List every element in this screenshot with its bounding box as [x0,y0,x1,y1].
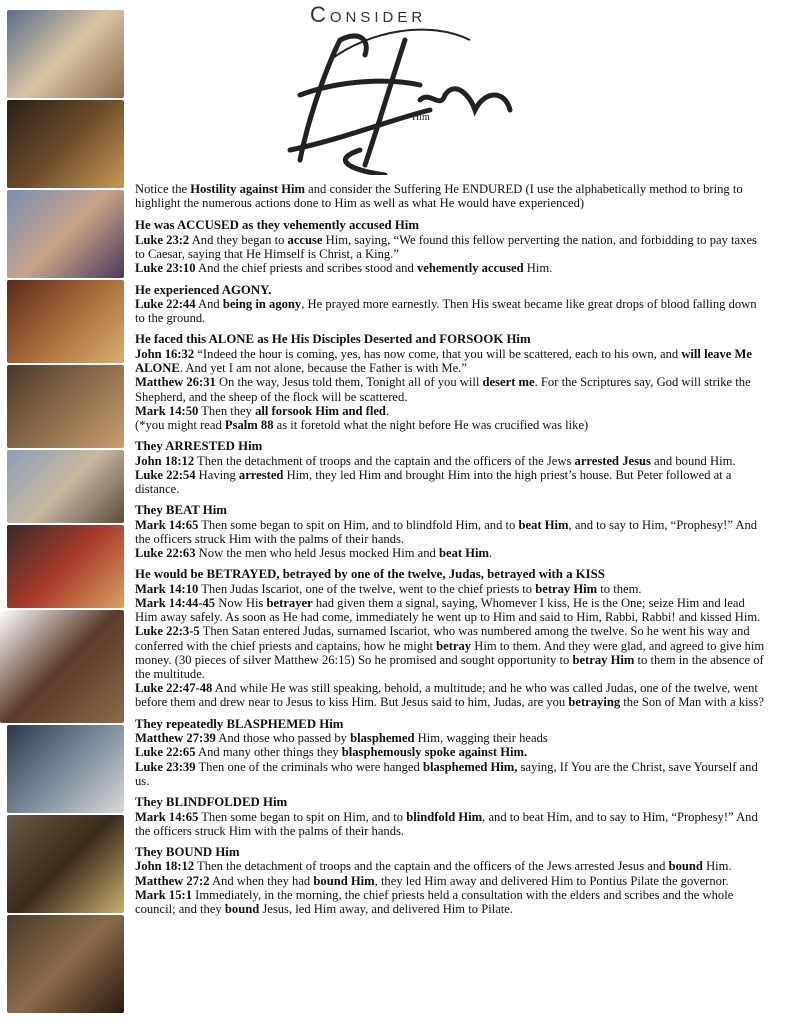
section-heading: He would be BETRAYED, betrayed by one of the twelve, Judas, betrayed with a KISS [135,567,605,582]
text-run: Then some began to spit on Him, and to blindfold Him, and to [198,517,519,532]
section [135,218,765,275]
text-run: And when they had [209,873,314,888]
section [135,717,765,788]
verse [135,859,765,873]
disciples-walking-image [7,450,124,523]
text-run: , He prayed more earnestly. Then His sweat became like great drops of blood falling down to the ground. [135,297,757,326]
bold-text: betraying [568,695,621,710]
bold-text: betray Him [535,581,598,596]
verse-reference: Mark 14:65 [135,517,199,532]
verse [135,261,765,275]
section-heading: They BOUND Him [135,844,240,859]
text-run: Now the men who held Jesus mocked Him and [195,546,439,561]
betrayal-kiss-image [7,190,124,278]
section-heading: They BLINDFOLDED Him [135,795,288,809]
text-run: Him. [702,859,732,874]
text-run: Him, saying, “We found this fellow perverting the nation, and forbidding to pay taxes to Caesar, saying that He Himself is Christ, a King.” [135,232,757,262]
bold-text: blindfold Him [406,809,483,824]
verse-reference: Matthew 26:31 [135,375,216,390]
verse [135,624,765,681]
verse-reference: Luke 23:10 [135,261,196,276]
section [135,845,765,916]
section-heading: They ARRESTED Him [135,439,263,454]
bold-text: blasphemed Him, [422,759,518,774]
verse-reference: Luke 23:2 [135,232,190,247]
verse [135,810,765,838]
bold-text: betray [436,638,472,653]
bold-text: betrayer [266,596,313,611]
bold-text: bound [224,902,260,917]
verse [135,468,765,496]
section-heading: He faced this ALONE as He His Disciples Deserted and FORSOOK Him [135,332,531,347]
text-run: Having [195,467,239,482]
arrest-crowd-image [7,100,124,188]
verse-reference: Mark 15:1 [135,887,193,902]
section-heading: They repeatedly BLASPHEMED Him [135,716,344,731]
verse [135,760,765,788]
text-run: “Indeed the hour is coming, yes, has now come, that you will be scattered, each to his own, and [194,346,682,361]
text-run: the Son of Man with a kiss? [620,695,764,710]
text-run: and consider the Suffering He ENDURED (I use the alphabetically method to bring to highlight the numerous actions done to Him as well as what He would have experienced) [135,182,743,211]
verse [135,518,765,546]
text-run: . And yet I am not alone, because the Father is with Me.” [179,361,467,376]
verse [135,582,765,596]
text-run: Him. [523,261,553,276]
verse [135,233,765,261]
verse [135,596,765,624]
him-script-logo [270,0,530,175]
verse-reference: John 18:12 [135,453,195,468]
text-run: . For the Scriptures say, God will strike the Shepherd, and the sheep of the flock will be scattered. [135,375,751,404]
verse-reference: Matthew 27:39 [135,731,216,746]
verse [135,745,765,759]
verse-reference: Mark 14:50 [135,403,199,418]
text-run: , and to beat Him, and to say to Him, “Prophesy!” And the officers struck Him with the palms of their hands. [135,809,758,838]
text-run: Then they [198,403,256,418]
text-run: and bound Him. [650,453,736,468]
bold-text: beat Him [518,517,569,532]
crucifix-storm-image [7,725,124,813]
verse [135,546,765,560]
bold-text: beat Him [438,546,490,561]
sanhedrin-image [7,280,124,363]
verse-reference: John 18:12 [135,859,195,874]
section [135,439,765,496]
text-run: saying, If You are the Christ, save Yourself and us. [135,759,758,788]
verse-reference: Mark 14:10 [135,581,199,596]
verse [135,874,765,888]
verse [135,418,765,432]
bold-text: betray Him [572,652,635,667]
text-run: (*you might read [135,417,225,432]
text-run: had given them a signal, saying, Whomever I kiss, He is the One; seize Him and lead Him away safely. As soon as He had come, immediately he went up to Him and said to Him, Rabbi, Rabbi! and kissed Him. [135,596,761,625]
verse-reference: Mark 14:44-45 [135,596,216,611]
intro-paragraph [135,182,765,210]
text-run: to them. [597,581,642,596]
consider-him-logo [270,0,530,175]
section [135,283,765,326]
verse-reference: Luke 22:44 [135,297,196,312]
verse-reference: Matthew 27:2 [135,873,210,888]
verse [135,297,765,325]
section-heading: They BEAT Him [135,503,227,518]
bold-text: vehemently accused [416,261,524,276]
jesus-praying-image [7,10,124,98]
bold-text: desert me [482,375,535,390]
verse-reference: Luke 23:39 [135,759,196,774]
text-run: And they began to [189,232,288,247]
text-run: , and to say to Him, “Prophesy!” And the officers struck Him with the palms of their hands. [135,517,758,546]
verse-reference: Luke 22:47-48 [135,681,213,696]
text-run: Him to them. And they were glad, and agreed to give him money. (30 pieces of silver Matthew 26:15) So he promised and sought opportunity to [135,638,765,667]
bold-text: will leave Me ALONE [135,346,752,376]
text-run: Now His [215,596,267,611]
text-run: Him, wagging their heads [414,731,548,746]
section [135,332,765,432]
text-run: And [195,297,223,312]
text-run: . [385,403,390,418]
bold-text: arrested [238,467,284,482]
text-run: Then some began to spit on Him, and to [198,809,407,824]
verse [135,375,765,403]
bold-text: blasphemed [350,731,415,746]
text-run: And while He was still speaking, behold, a multitude; and he who was called Judas, one of the twelve, went before them and drew near to Jesus to kiss Him. But Jesus said to him, Judas, are you [135,681,758,710]
bold-text: bound Him [313,873,375,888]
verse [135,347,765,375]
text-run: Then Satan entered Judas, surnamed Iscariot, who was numbered among the twelve. So he went his way and conferred with the chief priests and captains, how he might [135,624,750,653]
text-run: And many other things they [195,745,342,760]
bold-text: Hostility against Him [190,182,306,196]
text-run: , they led Him away and delivered Him to Pontius Pilate the governor. [374,873,729,888]
text-run: And the chief priests and scribes stood and [195,261,417,276]
bold-text: all forsook Him and fled [255,403,386,418]
text-run: Then one of the criminals who were hanged [195,759,423,774]
verse [135,731,765,745]
verse [135,888,765,916]
empty-tomb-image [7,915,124,1013]
main-content [135,182,765,923]
soldiers-beating-image [7,525,124,608]
text-run: Then the detachment of troops and the captain and the officers of the Jews [194,453,575,468]
text-run: as it foretold what the night before He was crucified was like) [273,417,589,432]
text-run: Notice the [135,182,191,196]
section [135,795,765,838]
bold-text: bound [668,859,703,874]
text-run: On the way, Jesus told them, Tonight all of you will [215,375,483,390]
crown-of-thorns-nails-image [0,610,124,723]
logo-him-text: Him [412,112,430,123]
verse-reference: John 16:32 [135,346,195,361]
section [135,567,765,709]
bold-text: being in agony [222,297,302,312]
text-run: . [489,546,493,561]
text-run: Jesus, led Him away, and delivered Him to Pilate. [259,902,514,917]
text-run: to them in the absence of the multitude. [135,652,764,682]
bold-text: Psalm 88 [224,417,274,432]
bold-text: accuse [287,232,323,247]
vinegar-bowl-sponge-image [7,815,124,913]
text-run: Immediately, in the morning, the chief priests held a consultation with the elders and scribes and the whole council; and they [135,887,734,917]
verse-reference: Luke 22:65 [135,745,196,760]
section-heading: He experienced AGONY. [135,282,272,297]
verse-reference: Mark 14:65 [135,809,199,824]
sections-list [135,218,765,916]
text-run: Then Judas Iscariot, one of the twelve, went to the chief priests to [198,581,536,596]
verse-reference: Luke 22:63 [135,546,196,561]
text-run: Then the detachment of troops and the captain and the officers of the Jews arrested Jesus and [194,859,669,874]
section-heading: He was ACCUSED as they vehemently accused Him [135,218,420,233]
verse [135,454,765,468]
logo-consider-text: Consider [310,2,427,27]
bold-text: arrested Jesus [574,453,651,468]
text-run: Him, they led Him and brought Him into the high priest’s house. But Peter followed at a distance. [135,467,732,497]
text-run: And those who passed by [215,731,351,746]
section [135,503,765,560]
verse [135,404,765,418]
verse-reference: Luke 22:54 [135,467,196,482]
tribunal-image [7,365,124,448]
bold-text: blasphemously spoke against Him. [341,745,528,760]
verse [135,681,765,709]
verse-reference: Luke 22:3-5 [135,624,200,639]
